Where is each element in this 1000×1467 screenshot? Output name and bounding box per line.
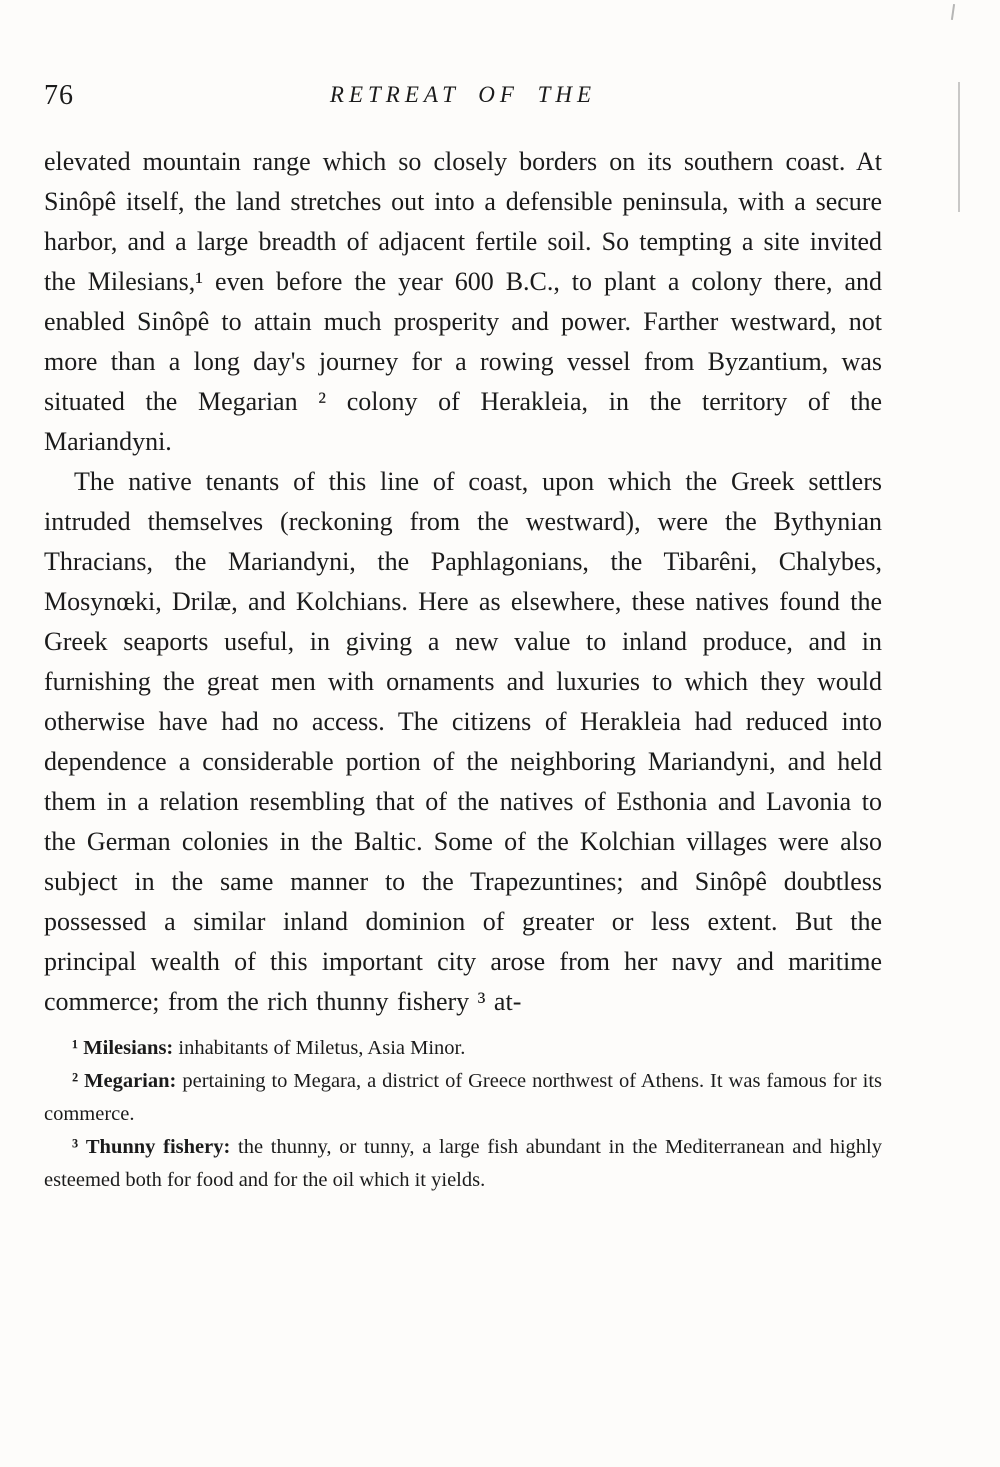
page-number: 76 [44, 80, 74, 111]
body-paragraph-2: The native tenants of this line of coast, upon which the Greek settlers intruded themselves (reckoning from the westward), were the Bythynian Thracians, the Mariandyni, the Paphlagonians, the Tibarêni, Chalybes, Mosynœki, Drilæ, and Kolchians. Here as elsewhere, these natives found the Greek seaports useful, in giving a new value to inland produce, and in furnishing the great men with ornaments and luxuries to which they would otherwise have had no access. The citizens of Herakleia had reduced into dependence a considerable portion of the neighboring Mariandyni, and held them in a relation resembling that of the natives of Esthonia and Lavonia to the German colonies in the Baltic. Some of the Kolchian villages were also subject in the same manner to the Trapezuntines; and Sinôpê doubtless possessed a similar inland dominion of greater or less extent. But the principal wealth of this important city arose from her navy and maritime commerce; from the rich thunny fishery ³ at- [44, 467, 882, 1016]
footnote-3-term: Thunny fishery: [85, 1136, 231, 1158]
body-paragraph-1: elevated mountain range which so closely borders on its southern coast. At Sinôpê itself, the land stretches out into a defensible peninsula, with a secure harbor, and a large breadth of adjacent fertile soil. So tempting a site invited the Milesians,¹ even before the year 600 B.C., to plant a colony there, and enabled Sinôpê to attain much prosperity and power. Farther westward, not more than a long day's journey for a rowing vessel from Byzantium, was situated the Megarian ² colony of Herakleia, in the territory of the Mariandyni. [44, 147, 882, 456]
footnote-1-marker: ¹ [72, 1037, 79, 1059]
footnote-2 [44, 1065, 882, 1131]
page-header [44, 78, 882, 118]
footnote-1 [44, 1032, 882, 1065]
footnote-1-term: Milesians: [83, 1037, 174, 1059]
footnote-2-text: pertaining to Megara, a district of Greece northwest of Athens. It was famous for its commerce. [44, 1070, 882, 1125]
footnotes-section [44, 1032, 882, 1197]
footnote-1-text: inhabitants of Miletus, Asia Minor. [178, 1037, 466, 1059]
footnote-2-marker: ² [72, 1070, 79, 1092]
footnote-3 [44, 1131, 882, 1197]
page-body [44, 142, 882, 1022]
scan-artifact-line [958, 82, 960, 212]
running-title: RETREAT OF THE [329, 82, 597, 107]
scan-artifact-mark [951, 4, 955, 20]
footnote-3-text: the thunny, or tunny, a large fish abundant in the Mediterranean and highly esteemed both for food and for the oil which it yields. [44, 1136, 882, 1191]
footnote-3-marker: ³ [72, 1136, 79, 1158]
footnote-2-term: Megarian: [84, 1070, 177, 1092]
